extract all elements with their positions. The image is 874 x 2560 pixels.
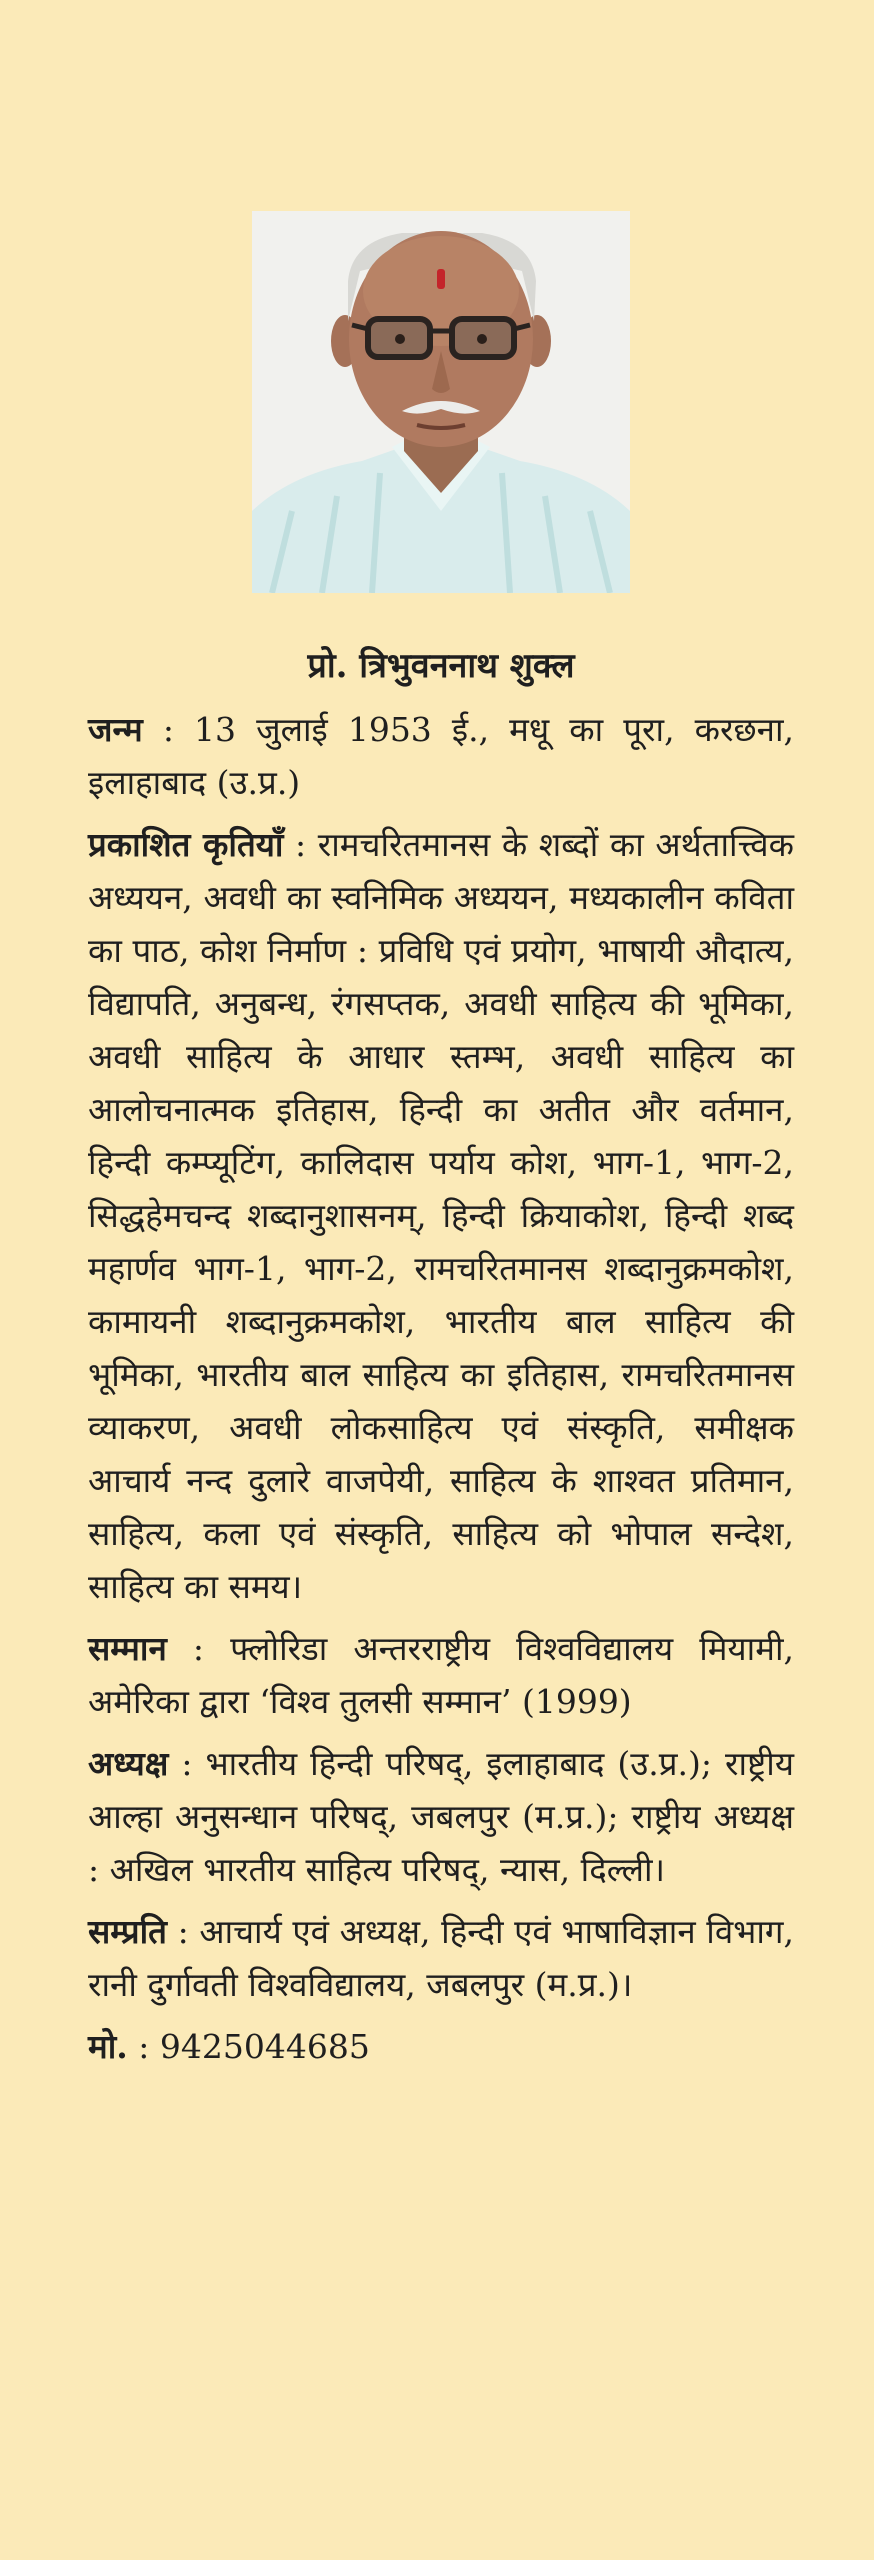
birth-separator: : bbox=[142, 710, 195, 749]
publications-label: प्रकाशित कृतियाँ bbox=[88, 825, 284, 864]
publications-text: रामचरितमानस के शब्दों का अर्थतात्त्विक अध्ययन, अवधी का स्वनिमिक अध्ययन, मध्यकालीन कविता का पाठ, कोश निर्माण : प्रविधि एवं प्रयोग, भाषायी औदात्य, विद्यापति, अनुबन्ध, रंगसप्तक, अवधी साहित्य की भूमिका, अवधी साहित्य के आधार स्तम्भ, अवधी साहित्य का आलोचनात्मक इतिहास, हिन्दी का अतीत और वर्तमान, हिन्दी कम्प्यूटिंग, कालिदास पर्याय कोश, भाग-1, भाग-2, सिद्धहेमचन्द शब्दानुशासनम्, हिन्दी क्रियाकोश, हिन्दी शब्द महार्णव भाग-1, भाग-2, रामचरितमानस शब्दानुक्रमकोश, कामायनी शब्दानुक्रमकोश, भारतीय बाल साहित्य की भूमिका, भारतीय बाल साहित्य का इतिहास, रामचरितमानस व्याकरण, अवधी लोकसाहित्य एवं संस्कृति, समीक्षक आचार्य नन्द दुलारे वाजपेयी, साहित्य के शाश्वत प्रतिमान, साहित्य, कला एवं संस्कृति, साहित्य को भोपाल सन्देश, साहित्य का समय। bbox=[88, 825, 794, 1606]
bio-birth bbox=[88, 703, 794, 809]
birth-label: जन्म bbox=[88, 710, 143, 749]
bio-president bbox=[88, 1737, 794, 1896]
author-name: प्रो. त्रिभुवननाथ शुक्ल bbox=[307, 646, 575, 686]
birth-text: 13 जुलाई 1953 ई., मधू का पूरा, करछना, इलाहाबाद (उ.प्र.) bbox=[88, 710, 794, 802]
honours-label: सम्मान bbox=[88, 1629, 167, 1668]
mobile-label: मो. bbox=[88, 2027, 128, 2066]
current-position-separator: : bbox=[166, 1912, 200, 1951]
author-photo bbox=[252, 211, 630, 593]
bio-current-position bbox=[88, 1905, 794, 2011]
honours-separator: : bbox=[166, 1629, 231, 1668]
president-label: अध्यक्ष bbox=[88, 1744, 169, 1783]
current-position-text: आचार्य एवं अध्यक्ष, हिन्दी एवं भाषाविज्ञान विभाग, रानी दुर्गावती विश्वविद्यालय, जबलपुर (म.प्र.)। bbox=[88, 1912, 794, 2004]
publications-separator: : bbox=[283, 825, 318, 864]
president-separator: : bbox=[168, 1744, 206, 1783]
president-text: भारतीय हिन्दी परिषद्, इलाहाबाद (उ.प्र.); राष्ट्रीय आल्हा अनुसन्धान परिषद्, जबलपुर (म.प्र.); राष्ट्रीय अध्यक्ष : अखिल भारतीय साहित्य परिषद्, न्यास, दिल्ली। bbox=[88, 1744, 794, 1889]
honours-text: फ्लोरिडा अन्तरराष्ट्रीय विश्वविद्यालय मियामी, अमेरिका द्वारा ‘विश्व तुलसी सम्मान’ (1999) bbox=[88, 1629, 794, 1721]
mobile-number: 9425044685 bbox=[159, 2027, 370, 2066]
bio-honours bbox=[88, 1622, 794, 1728]
bio-mobile bbox=[88, 2020, 794, 2073]
current-position-label: सम्प्रति bbox=[88, 1912, 167, 1951]
mobile-separator: : bbox=[127, 2027, 160, 2066]
author-bio bbox=[88, 640, 794, 2082]
author-portrait-image bbox=[252, 211, 630, 593]
bio-publications bbox=[88, 818, 794, 1613]
